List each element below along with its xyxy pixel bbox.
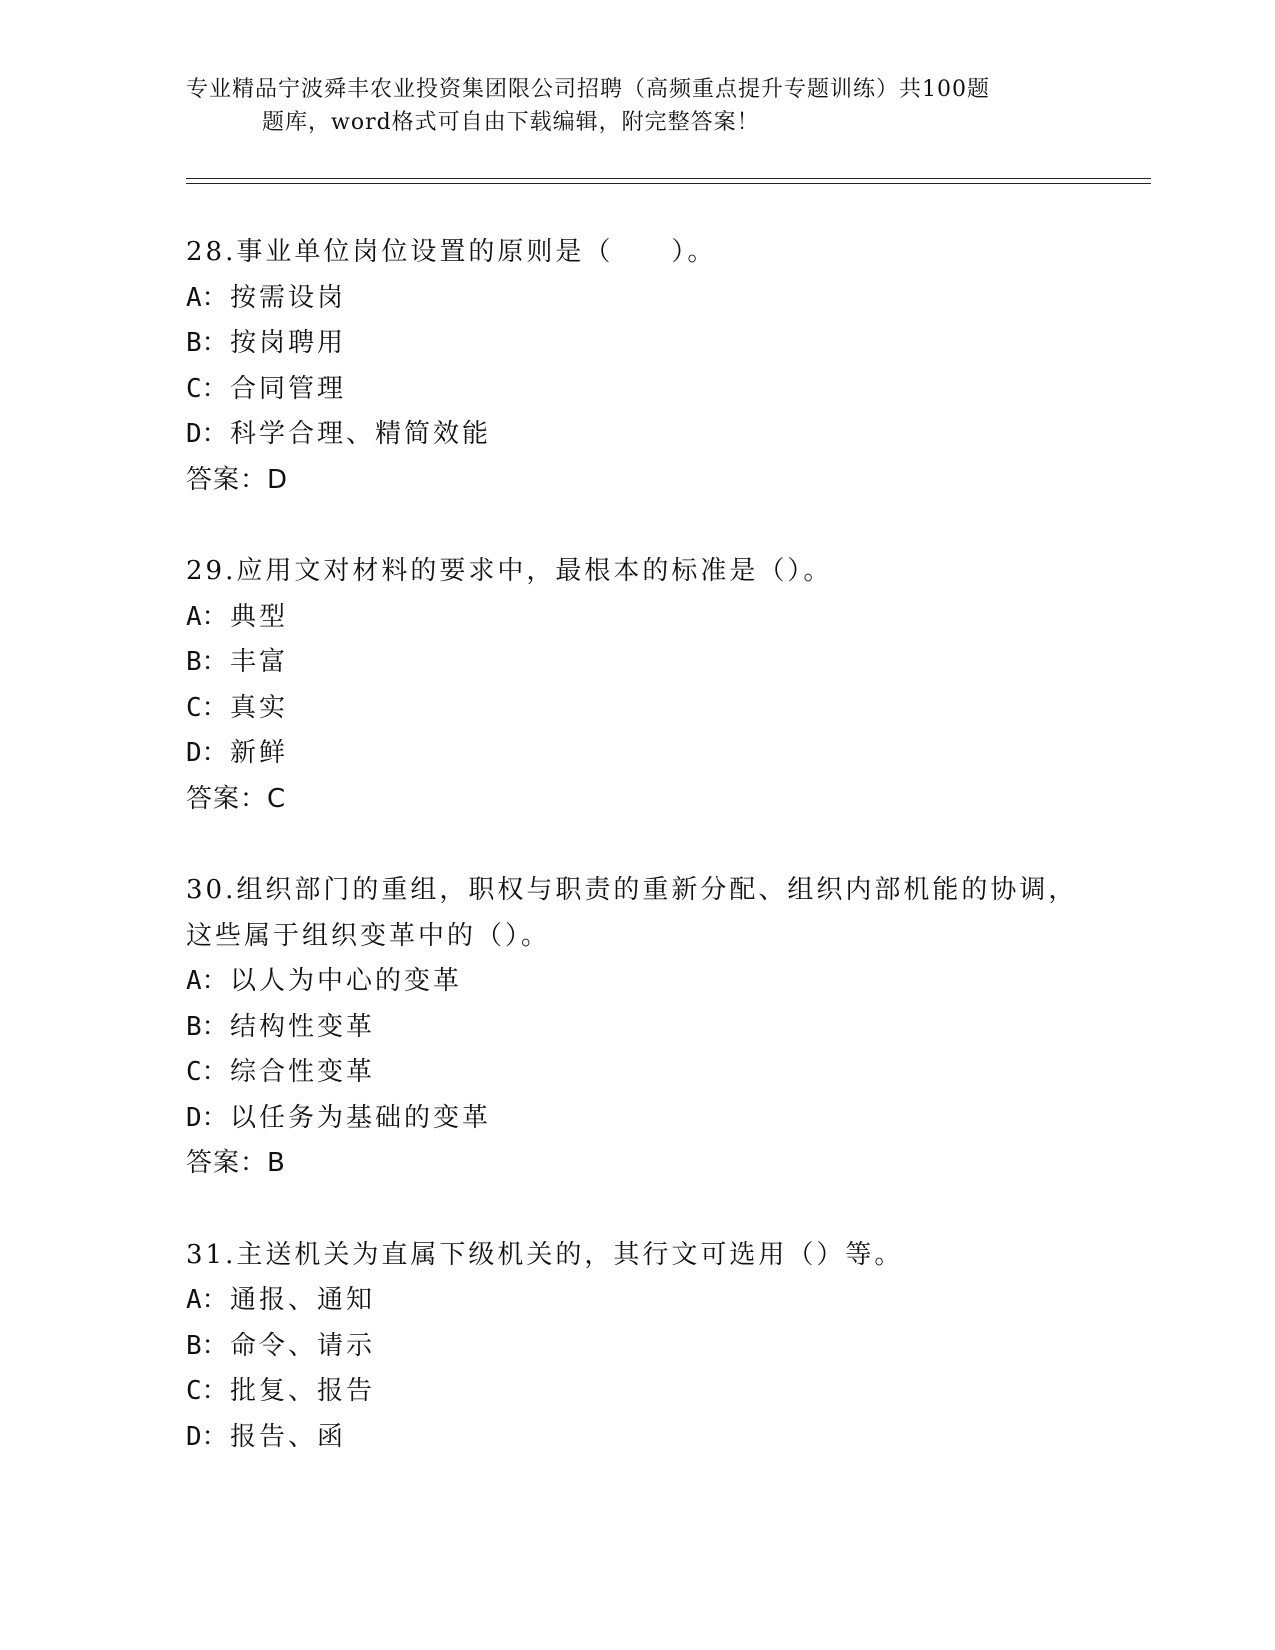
question-28 (186, 230, 1086, 503)
question-29 (186, 549, 1086, 822)
option-key: A： (186, 1285, 228, 1315)
option-text: 命令、请示 (230, 1330, 376, 1361)
option-text: 以人为中心的变革 (230, 966, 463, 996)
option-b (186, 640, 1086, 686)
option-a (186, 595, 1086, 641)
option-key: A： (186, 282, 228, 313)
header-title-line-1: 专业精品宁波舜丰农业投资集团限公司招聘（高频重点提升专题训练）共100题 (186, 77, 990, 102)
option-c (186, 1369, 1086, 1415)
question-stem: 31.主送机关为直属下级机关的，其行文可选用（）等。 (186, 1239, 904, 1270)
question-stem: 28.事业单位岗位设置的原则是（ ）。 (186, 237, 717, 267)
option-text: 通报、通知 (230, 1285, 376, 1315)
option-key: C： (186, 373, 228, 404)
option-key: A： (186, 966, 228, 996)
option-text: 新鲜 (230, 738, 289, 768)
option-b (186, 1324, 1086, 1370)
option-text: 批复、报告 (230, 1376, 376, 1406)
question-list (186, 230, 1086, 1506)
option-text: 按岗聘用 (230, 328, 347, 358)
question-30 (186, 868, 1086, 1187)
option-a (186, 1278, 1086, 1324)
option-text: 合同管理 (230, 373, 347, 404)
option-text: 综合性变革 (230, 1057, 376, 1087)
question-stem: 29.应用文对材料的要求中，最根本的标准是（）。 (186, 556, 833, 586)
option-key: D： (186, 738, 228, 768)
option-text: 结构性变革 (230, 1011, 376, 1042)
option-key: D： (186, 1102, 228, 1133)
option-b (186, 1005, 1086, 1051)
option-key: A： (186, 601, 228, 632)
answer-line: 答案：C (186, 783, 287, 814)
document-header (186, 73, 1066, 139)
header-divider-bottom (186, 183, 1151, 184)
option-key: B： (186, 1330, 228, 1361)
option-text: 典型 (230, 601, 289, 632)
question-stem-line-2: 这些属于组织变革中的（）。 (186, 920, 551, 951)
option-key: B： (186, 647, 228, 677)
answer-line: 答案：D (186, 464, 289, 495)
option-c (186, 367, 1086, 413)
answer-line: 答案：B (186, 1148, 286, 1178)
option-key: D： (186, 419, 228, 449)
option-key: C： (186, 1376, 228, 1406)
option-d (186, 1415, 1086, 1461)
option-key: C： (186, 1057, 228, 1087)
option-key: B： (186, 328, 228, 358)
question-stem-line-1: 30.组织部门的重组，职权与职责的重新分配、组织内部机能的协调， (186, 875, 1078, 905)
option-text: 丰富 (230, 647, 289, 677)
option-d (186, 1096, 1086, 1142)
option-text: 科学合理、精简效能 (230, 419, 492, 449)
option-key: D： (186, 1421, 228, 1452)
option-key: B： (186, 1011, 228, 1042)
header-title-line-2: 题库，word格式可自由下载编辑，附完整答案！ (262, 110, 760, 135)
option-text: 报告、函 (230, 1421, 347, 1452)
option-a (186, 959, 1086, 1005)
question-31 (186, 1233, 1086, 1461)
option-d (186, 731, 1086, 777)
option-c (186, 1050, 1086, 1096)
option-text: 按需设岗 (230, 282, 347, 313)
option-text: 以任务为基础的变革 (230, 1102, 492, 1133)
option-d (186, 412, 1086, 458)
option-a (186, 276, 1086, 322)
option-c (186, 686, 1086, 732)
header-divider-top (186, 178, 1151, 179)
option-b (186, 321, 1086, 367)
option-text: 真实 (230, 692, 289, 723)
option-key: C： (186, 692, 228, 723)
